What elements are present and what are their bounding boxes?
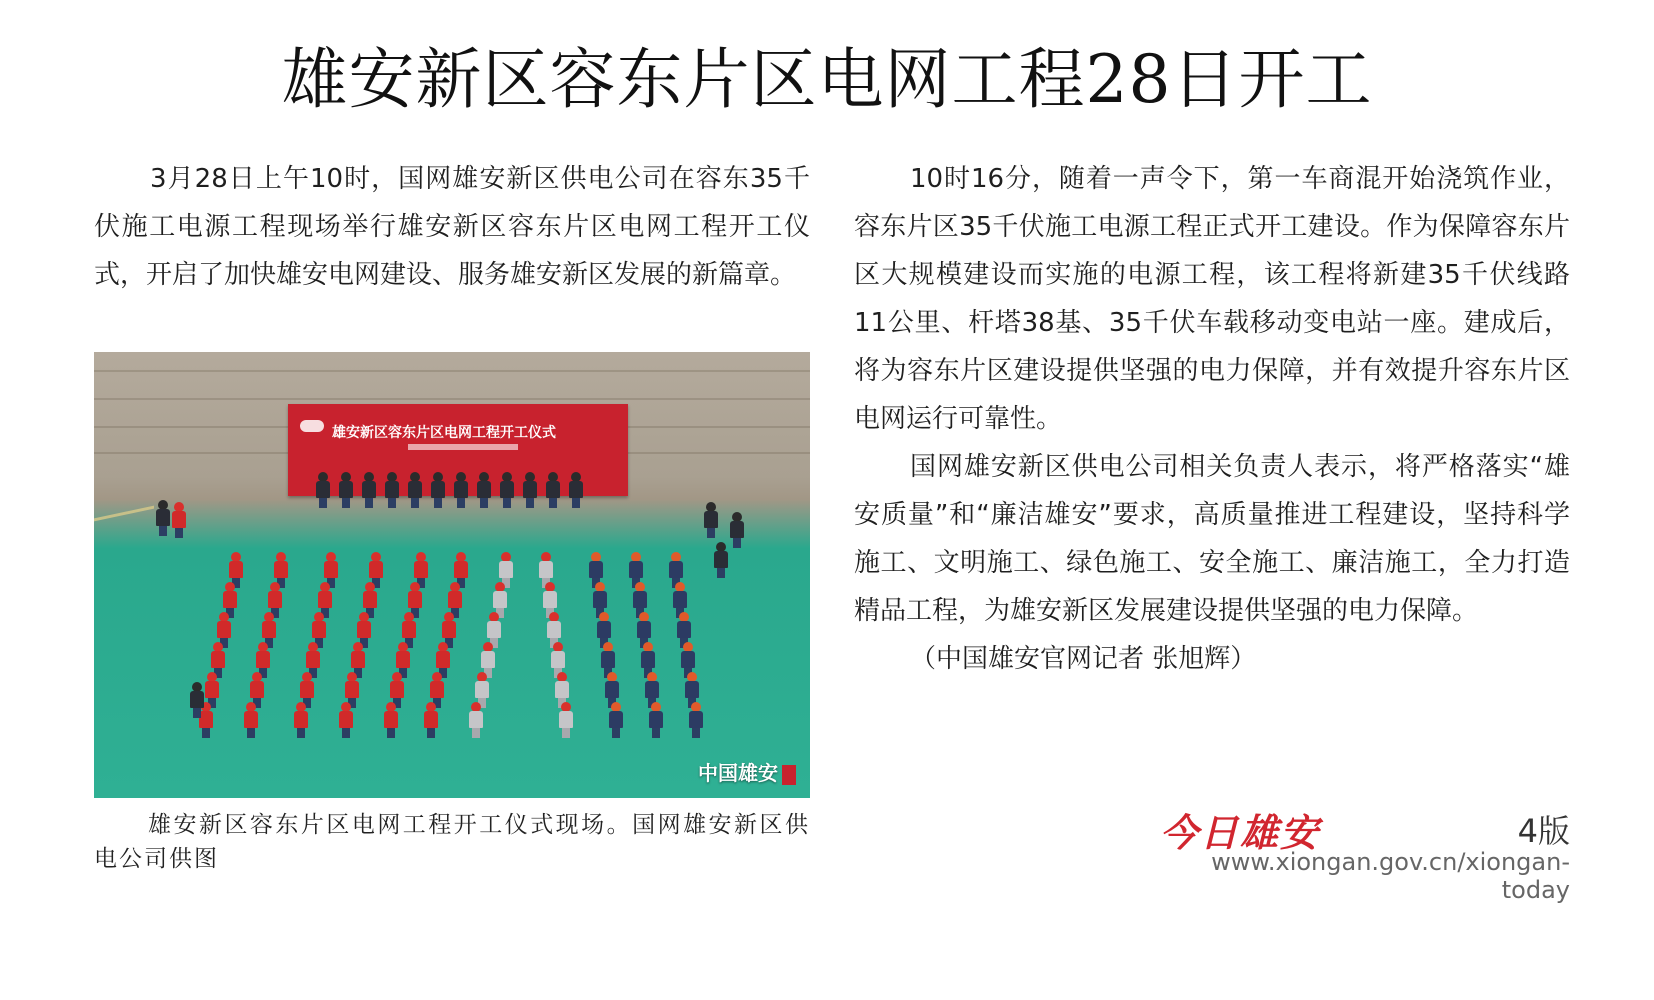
person-figure (172, 502, 186, 536)
person-figure (454, 472, 468, 506)
person-figure (645, 672, 659, 706)
person-figure (244, 702, 258, 736)
person-figure (633, 582, 647, 616)
article-paragraph: 10时16分，随着一声令下，第一车商混开始浇筑作业，容东片区35千伏施工电源工程正式开工建设。作为保障容东片区大规模建设而实施的电源工程，该工程将新建35千伏线路11公里、杆塔38基、35千伏车载移动变电站一座。建成后，将为容东片区建设提供坚强的电力保障，并有效提升容东片区电网运行可靠性。 (854, 164, 1570, 434)
person-figure (605, 672, 619, 706)
seal-icon (782, 765, 796, 785)
person-figure (390, 672, 404, 706)
photo-caption (94, 808, 810, 876)
person-figure (637, 612, 651, 646)
person-figure (469, 702, 483, 736)
page-number: 4版 (1517, 812, 1570, 850)
person-figure (669, 552, 683, 586)
site-url[interactable]: www.xiongan.gov.cn/xiongan-today (1211, 848, 1570, 904)
headline: 雄安新区容东片区电网工程28日开工 (281, 41, 1373, 118)
person-figure (487, 612, 501, 646)
ceremony-photo (94, 352, 810, 798)
person-figure (229, 552, 243, 586)
person-figure (369, 552, 383, 586)
left-column (94, 155, 810, 299)
person-figure (430, 672, 444, 706)
person-figure (408, 472, 422, 506)
person-figure (539, 552, 553, 586)
person-figure (704, 502, 718, 536)
person-figure (408, 582, 422, 616)
photo-watermark (698, 757, 796, 786)
person-figure (475, 672, 489, 706)
person-figure (217, 612, 231, 646)
person-figure (673, 582, 687, 616)
person-figure (493, 582, 507, 616)
person-figure (551, 642, 565, 676)
person-figure (384, 702, 398, 736)
person-figure (414, 552, 428, 586)
byline: （中国雄安官网记者 张旭辉） (910, 644, 1257, 674)
person-figure (689, 702, 703, 736)
person-figure (500, 472, 514, 506)
person-figure (362, 472, 376, 506)
person-figure (205, 672, 219, 706)
person-figure (499, 552, 513, 586)
article-paragraph: 国网雄安新区供电公司相关负责人表示，将严格落实“雄安质量”和“廉洁雄安”要求，高质量推进工程建设，坚持科学施工、文明施工、绿色施工、安全施工、廉洁施工，全力打造精品工程，为雄安新区发展建设提供坚强的电力保障。 (854, 452, 1570, 626)
person-figure (385, 472, 399, 506)
person-figure (677, 612, 691, 646)
person-figure (402, 612, 416, 646)
photo-watermark-text: 中国雄安 (698, 761, 778, 785)
person-figure (546, 472, 560, 506)
person-figure (274, 552, 288, 586)
person-figure (294, 702, 308, 736)
person-figure (649, 702, 663, 736)
person-figure (597, 612, 611, 646)
fence (94, 506, 154, 642)
person-figure (268, 582, 282, 616)
person-figure (442, 612, 456, 646)
person-figure (685, 672, 699, 706)
person-figure (436, 642, 450, 676)
stage-banner-subtitle (408, 444, 518, 450)
person-figure (357, 612, 371, 646)
person-figure (339, 702, 353, 736)
person-figure (351, 642, 365, 676)
person-figure (156, 500, 170, 534)
person-figure (547, 612, 561, 646)
person-figure (559, 702, 573, 736)
sgcc-logo-icon (300, 420, 324, 432)
person-figure (543, 582, 557, 616)
person-figure (730, 512, 744, 546)
person-figure (641, 642, 655, 676)
person-figure (593, 582, 607, 616)
person-figure (339, 472, 353, 506)
person-figure (363, 582, 377, 616)
person-figure (190, 682, 204, 716)
stage-banner-title: 雄安新区容东片区电网工程开工仪式 (332, 425, 556, 441)
person-figure (396, 642, 410, 676)
person-figure (681, 642, 695, 676)
person-figure (250, 672, 264, 706)
person-figure (256, 642, 270, 676)
person-figure (569, 472, 583, 506)
person-figure (306, 642, 320, 676)
person-figure (481, 642, 495, 676)
person-figure (300, 672, 314, 706)
person-figure (448, 582, 462, 616)
person-figure (312, 612, 326, 646)
person-figure (609, 702, 623, 736)
person-figure (601, 642, 615, 676)
person-figure (318, 582, 332, 616)
person-figure (324, 552, 338, 586)
person-figure (262, 612, 276, 646)
person-figure (454, 552, 468, 586)
brand-logo: 今日雄安 (1160, 810, 1321, 855)
person-figure (424, 702, 438, 736)
article-paragraph: 3月28日上午10时，国网雄安新区供电公司在容东35千伏施工电源工程现场举行雄安新区容东片区电网工程开工仪式，开启了加快雄安电网建设、服务雄安新区发展的新篇章。 (94, 164, 810, 290)
person-figure (477, 472, 491, 506)
person-figure (223, 582, 237, 616)
person-figure (316, 472, 330, 506)
person-figure (555, 672, 569, 706)
person-figure (589, 552, 603, 586)
person-figure (714, 542, 728, 576)
person-figure (211, 642, 225, 676)
person-figure (431, 472, 445, 506)
person-figure (523, 472, 537, 506)
person-figure (345, 672, 359, 706)
person-figure (629, 552, 643, 586)
right-column (854, 155, 1570, 683)
photo-caption-text: 雄安新区容东片区电网工程开工仪式现场。国网雄安新区供电公司供图 (94, 812, 810, 872)
